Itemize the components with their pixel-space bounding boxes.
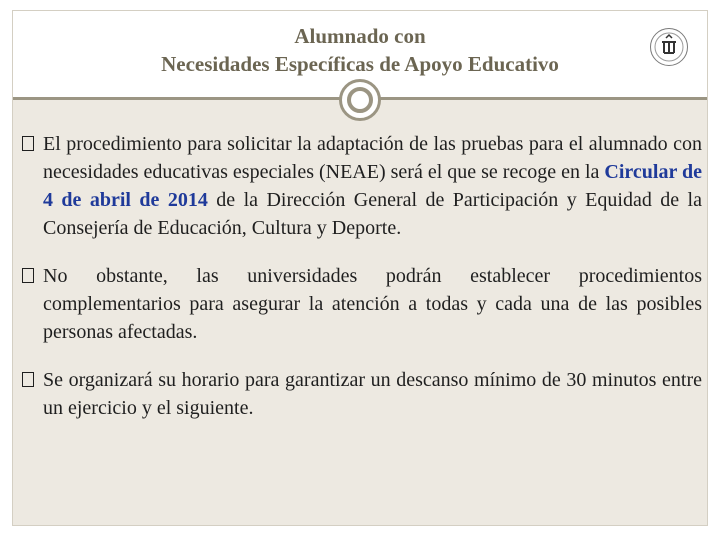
bullet-item-2 <box>22 262 702 346</box>
bullet-marker-icon <box>22 268 34 283</box>
slide-title <box>0 22 720 78</box>
bullet-marker-icon <box>22 136 34 151</box>
bullet-item-3 <box>22 366 702 422</box>
bullet-text: El procedimiento para solicitar la adaptación de las pruebas para el alumnado con necesidades educativas especiales (NEAE) será el que se recoge en la <box>43 133 702 183</box>
title-line-1: Alumnado con <box>294 24 426 48</box>
circular-reference: Circular de 4 de abril de 2014 <box>43 161 702 211</box>
bullet-list <box>22 130 702 442</box>
ring-ornament-icon <box>339 79 381 121</box>
university-seal-icon <box>650 28 688 66</box>
title-line-2: Necesidades Específicas de Apoyo Educativo <box>161 52 559 76</box>
bullet-text: Se organizará su horario para garantizar un descanso mínimo de 30 minutos entre un ejercicio y el siguiente. <box>43 369 702 419</box>
bullet-marker-icon <box>22 372 34 387</box>
bullet-text-tail: de la Dirección General de Participación y Equidad de la Consejería de Educación, Cultura y Deporte. <box>43 189 702 239</box>
bullet-text: No obstante, las universidades podrán establecer procedimientos complementarios para asegurar la atención a todas y cada una de las posibles personas afectadas. <box>43 265 702 343</box>
bullet-item-1 <box>22 130 702 242</box>
